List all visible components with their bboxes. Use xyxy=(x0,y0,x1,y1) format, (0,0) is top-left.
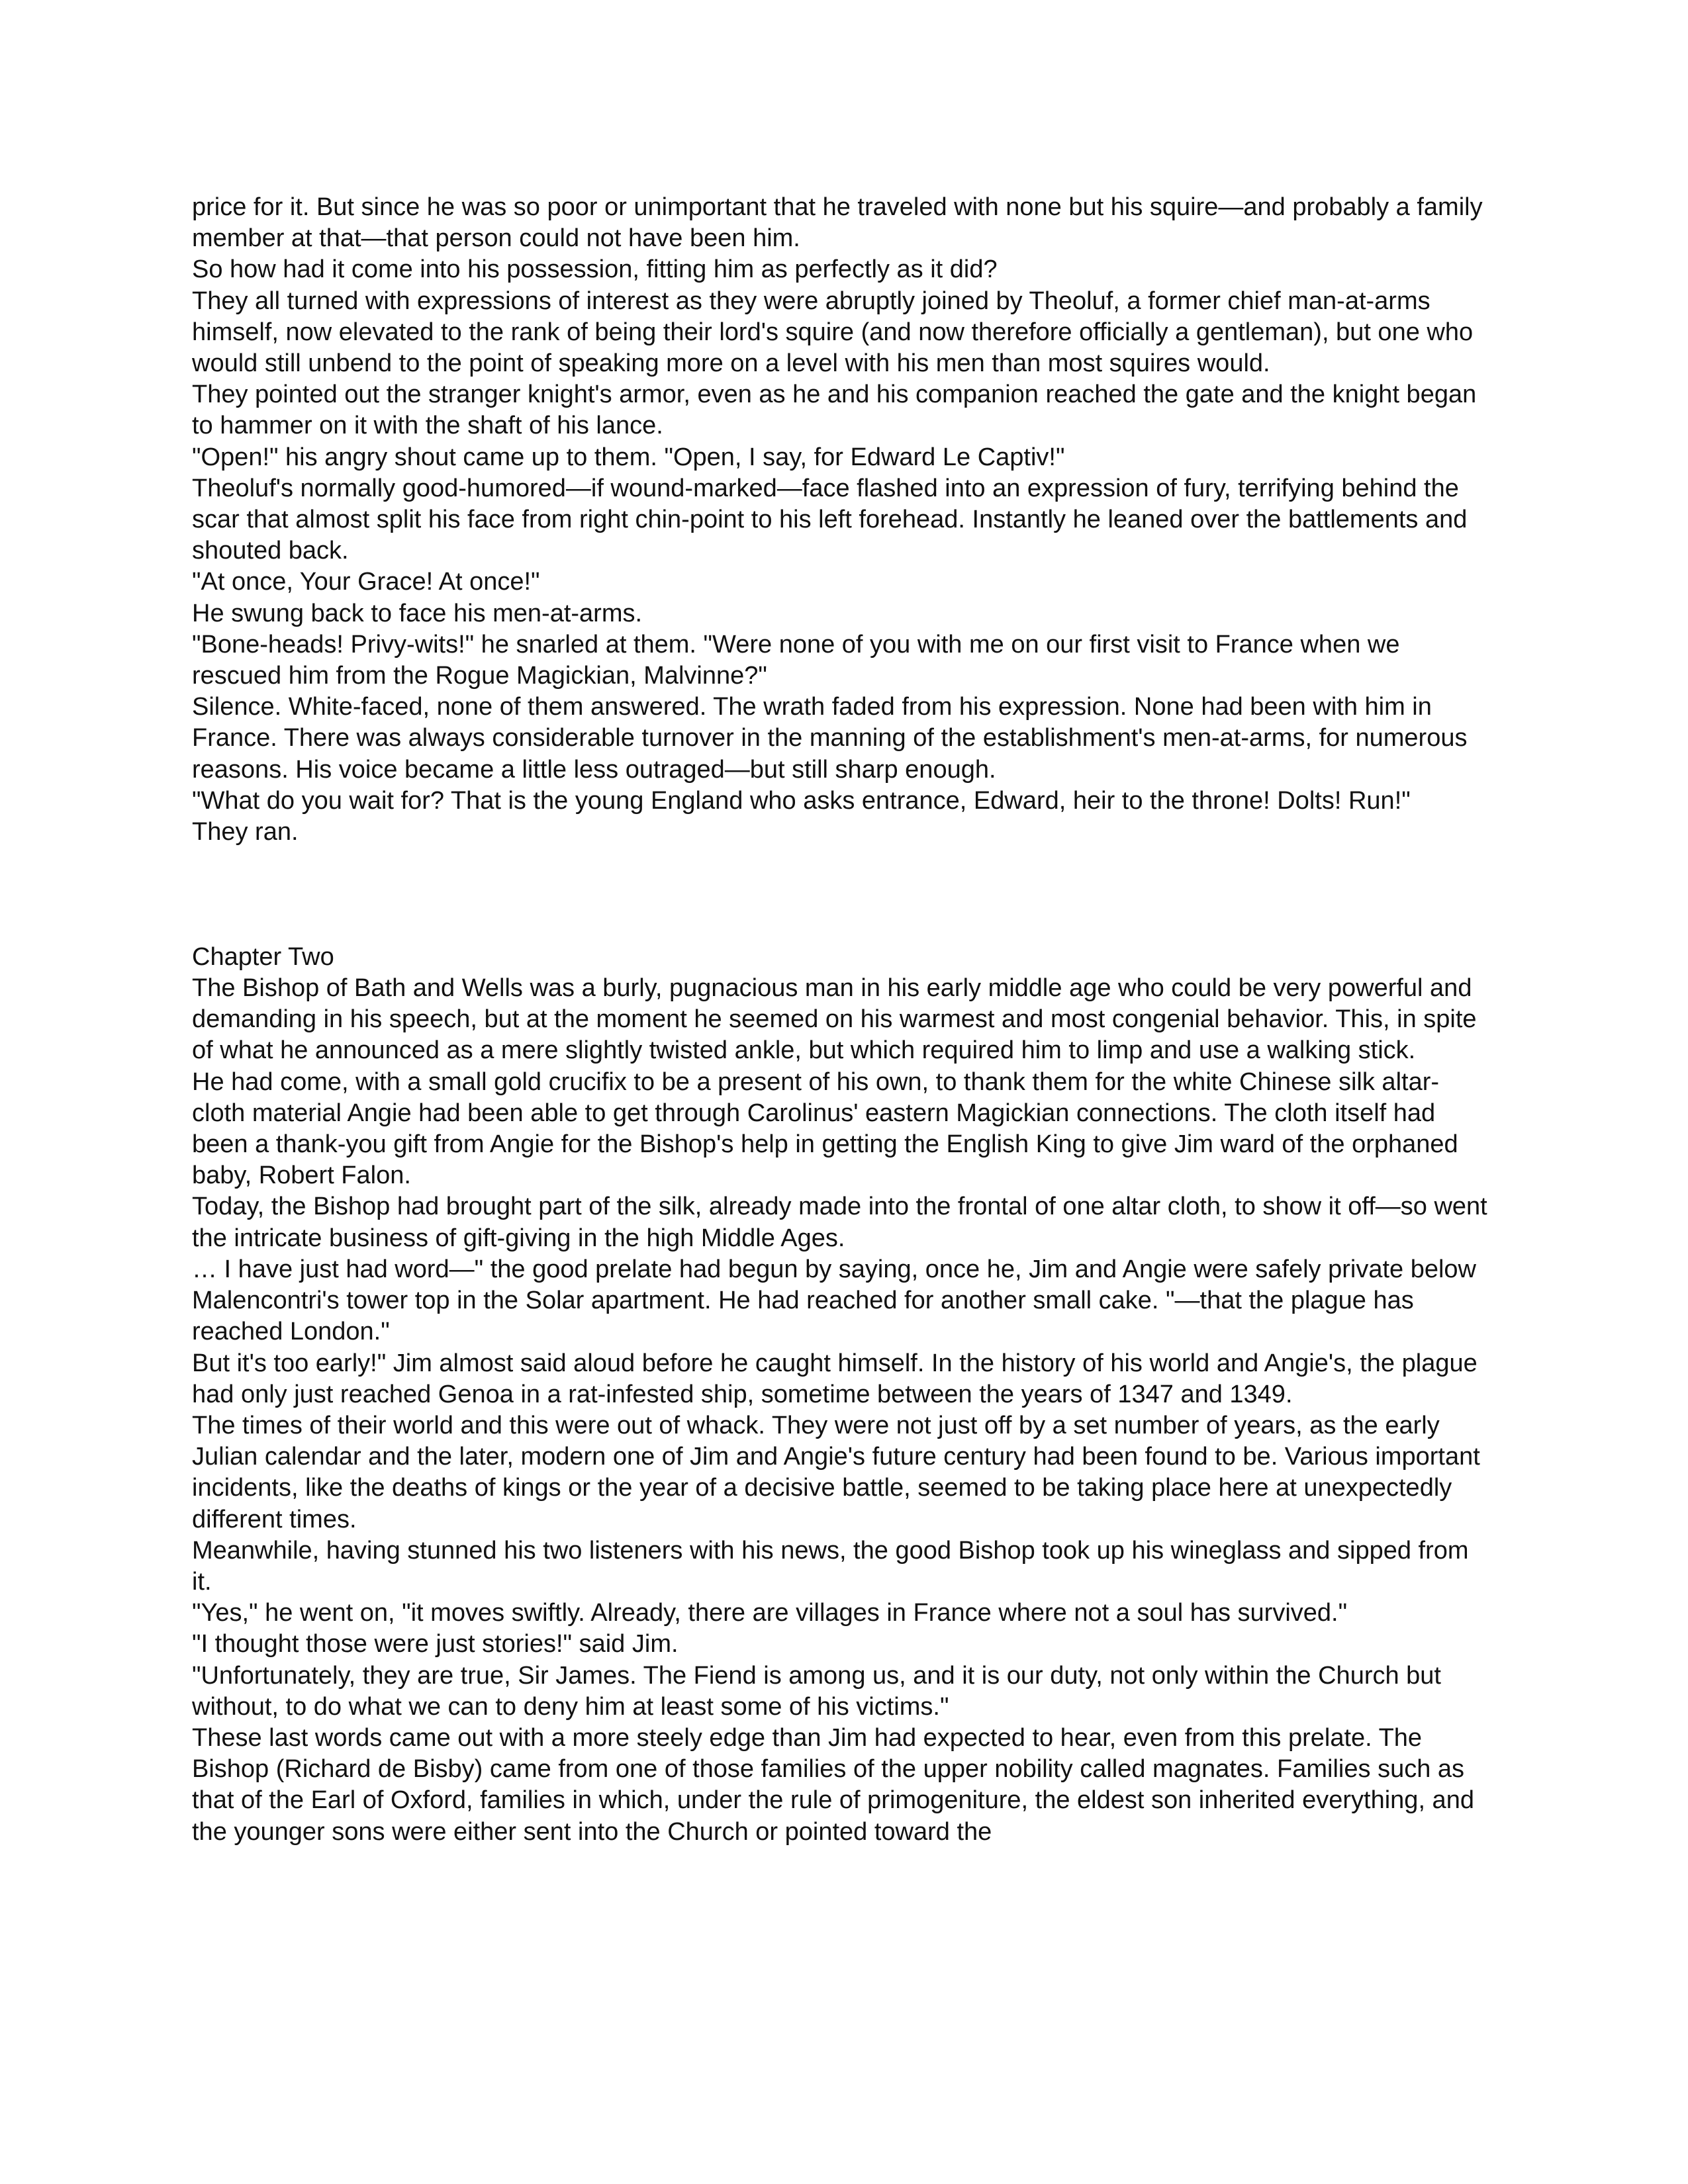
paragraph: Meanwhile, having stunned his two listeners with his news, the good Bishop took up his wineglass and sipped from it. xyxy=(192,1536,1469,1596)
paragraph: He swung back to face his men-at-arms. xyxy=(192,599,643,627)
paragraph: Today, the Bishop had brought part of the silk, already made into the frontal of one altar cloth, to show it off—so went the intricate business of gift-giving in the high Middle Ages. xyxy=(192,1193,1487,1252)
chapter-heading: Chapter Two xyxy=(192,942,334,971)
paragraph: "Yes," he went on, "it moves swiftly. Already, there are villages in France where not a soul has survived." xyxy=(192,1599,1348,1627)
paragraph: "What do you wait for? That is the young England who asks entrance, Edward, heir to the throne! Dolts! Run!" xyxy=(192,786,1411,815)
section-after xyxy=(192,973,1489,1848)
paragraph: The times of their world and this were out of whack. They were not just off by a set number of years, as the early Julian calendar and the later, modern one of Jim and Angie's future century had been found to be. Various important incidents, like the deaths of kings or the year of a decisive battle, seemed to be taking place here at unexpectedly different times. xyxy=(192,1411,1480,1533)
section-before xyxy=(192,192,1489,848)
paragraph: Silence. White-faced, none of them answered. The wrath faded from his expression. None had been with him in France. There was always considerable turnover in the manning of the establishment's men-at-arms, for numerous reasons. His voice became a little less outraged—but still sharp enough. xyxy=(192,693,1468,784)
paragraph: price for it. But since he was so poor or unimportant that he traveled with none but his squire—and probably a family member at that—that person could not have been him. xyxy=(192,193,1483,253)
paragraph: So how had it come into his possession, fitting him as perfectly as it did? xyxy=(192,255,998,284)
paragraph: But it's too early!" Jim almost said aloud before he caught himself. In the history of his world and Angie's, the plague had only just reached Genoa in a rat-infested ship, sometime between the years of 1347 and 1349. xyxy=(192,1349,1477,1408)
paragraph: "I thought those were just stories!" said Jim. xyxy=(192,1630,679,1659)
document-page xyxy=(192,192,1489,1848)
paragraph: "At once, Your Grace! At once!" xyxy=(192,568,540,596)
paragraph: "Open!" his angry shout came up to them. "Open, I say, for Edward Le Captiv!" xyxy=(192,443,1065,471)
paragraph: "Unfortunately, they are true, Sir James. The Fiend is among us, and it is our duty, not only within the Church but without, to do what we can to deny him at least some of his victims." xyxy=(192,1661,1441,1721)
paragraph: The Bishop of Bath and Wells was a burly, pugnacious man in his early middle age who could be very powerful and demanding in his speech, but at the moment he seemed on his warmest and most congenial behavior. This, in spite of what he announced as a mere slightly twisted ankle, but which required him to limp and use a walking stick. xyxy=(192,974,1477,1065)
section-break xyxy=(192,848,1489,942)
paragraph: These last words came out with a more steely edge than Jim had expected to hear, even from this prelate. The Bishop (Richard de Bisby) came from one of those families of the upper nobility called magnates. Families such as that of the Earl of Oxford, families in which, under the rule of primogeniture, the eldest son inherited everything, and the younger sons were either sent into the Church or pointed toward the xyxy=(192,1723,1474,1846)
paragraph: They pointed out the stranger knight's armor, even as he and his companion reached the gate and the knight began to hammer on it with the shaft of his lance. xyxy=(192,381,1477,440)
paragraph: They ran. xyxy=(192,818,299,846)
paragraph: Theoluf's normally good-humored—if wound-marked—face flashed into an expression of fury, terrifying behind the scar that almost split his face from right chin-point to his left forehead. Instantly he leaned over the battlements and shouted back. xyxy=(192,474,1468,565)
paragraph: "Bone-heads! Privy-wits!" he snarled at them. "Were none of you with me on our first visit to France when we rescued him from the Rogue Magickian, Malvinne?" xyxy=(192,630,1400,690)
paragraph: He had come, with a small gold crucifix to be a present of his own, to thank them for the white Chinese silk altar-cloth material Angie had been able to get through Carolinus' eastern Magickian connections. The cloth itself had been a thank-you gift from Angie for the Bishop's help in getting the English King to give Jim ward of the orphaned baby, Robert Falon. xyxy=(192,1068,1458,1190)
paragraph: They all turned with expressions of interest as they were abruptly joined by Theoluf, a former chief man-at-arms himself, now elevated to the rank of being their lord's squire (and now therefore officially a gentleman), but one who would still unbend to the point of speaking more on a level with his men than most squires would. xyxy=(192,287,1474,378)
paragraph: … I have just had word—" the good prelate had begun by saying, once he, Jim and Angie were safely private below Malencontri's tower top in the Solar apartment. He had reached for another small cake. "—that the plague has reached London." xyxy=(192,1255,1477,1346)
